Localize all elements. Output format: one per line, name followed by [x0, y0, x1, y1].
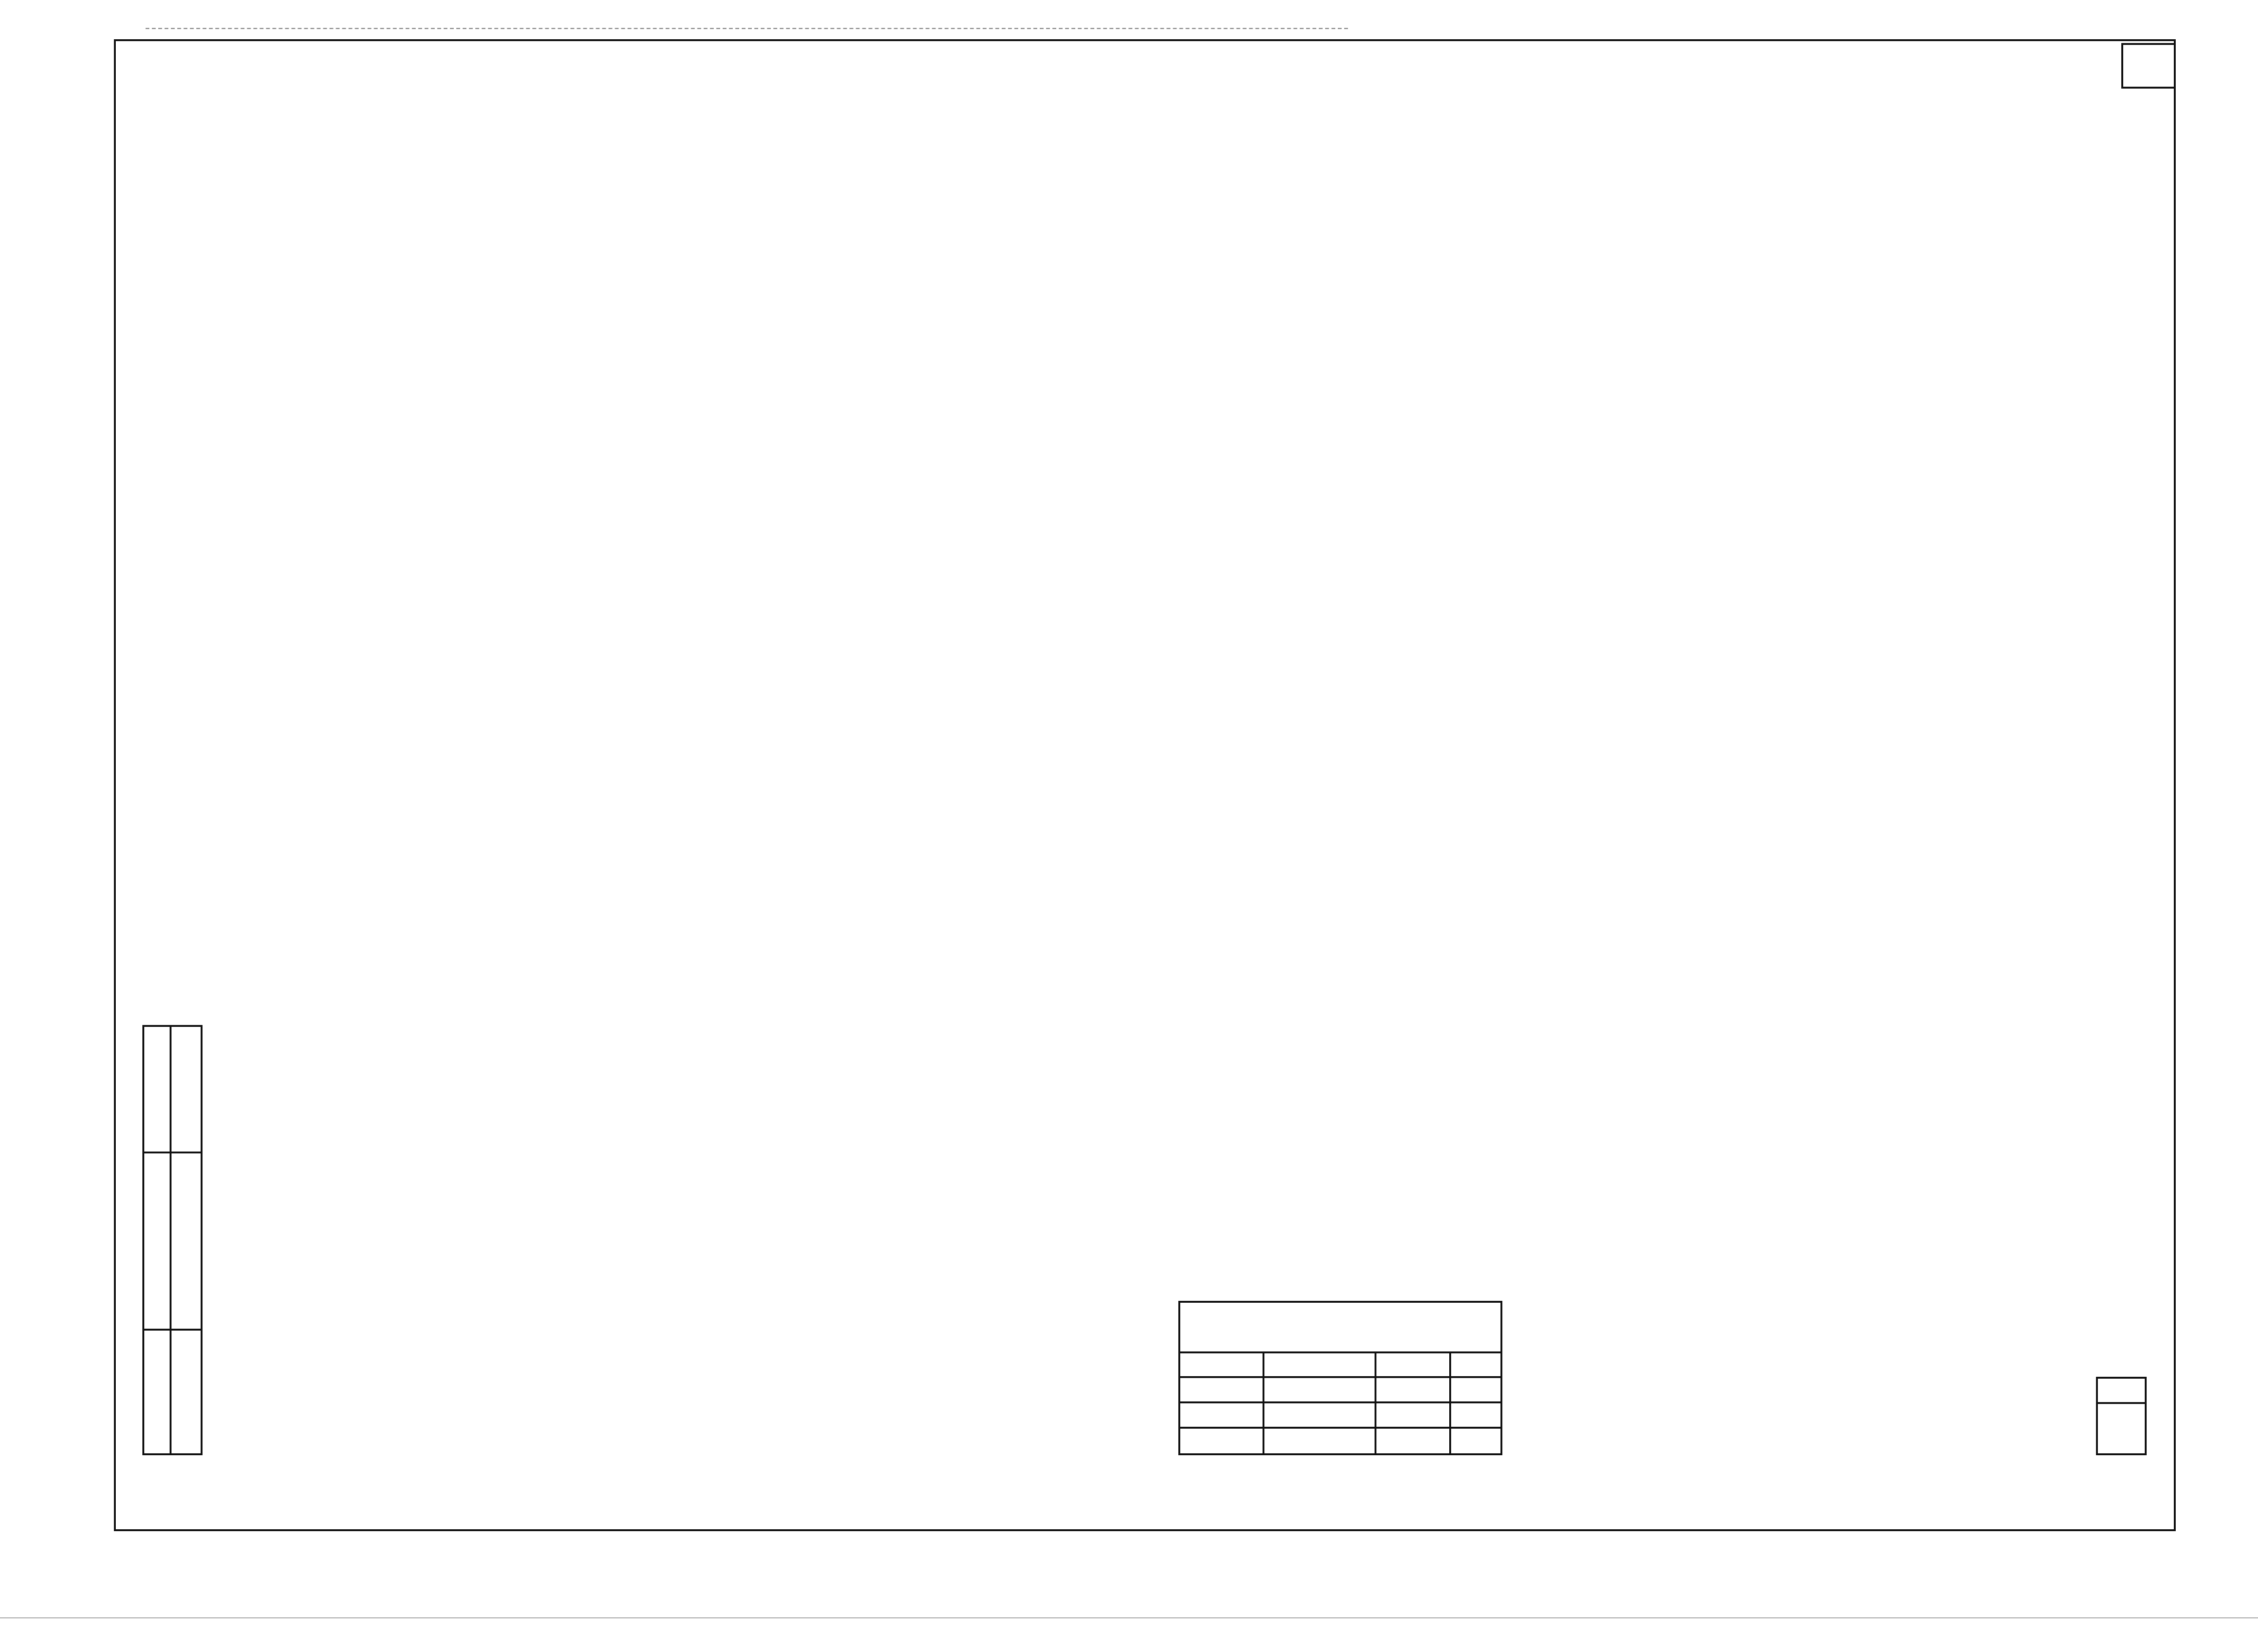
side-stamp [142, 1025, 203, 1455]
scan-line-bottom [0, 1617, 2258, 1618]
title-block [1178, 1301, 1502, 1455]
sheet-box [2096, 1377, 2147, 1455]
corner-number-box [2121, 43, 2176, 89]
scan-line-top [146, 28, 1348, 29]
drawing-frame [114, 39, 2176, 1531]
